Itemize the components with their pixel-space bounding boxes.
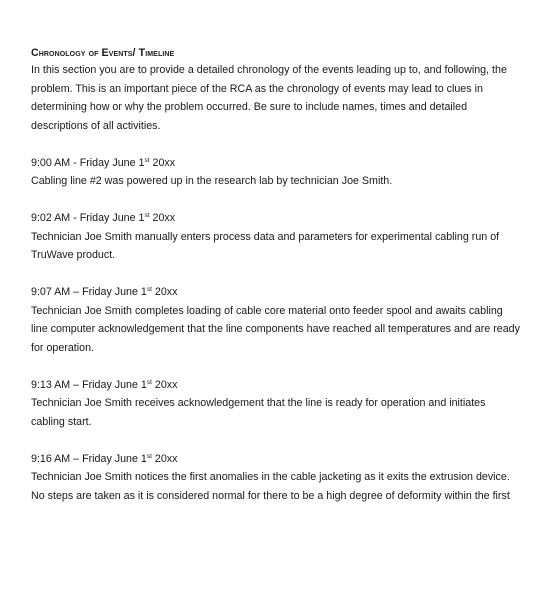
- entry-description: Technician Joe Smith notices the first anomalies in the cable jacketing as it exits the extrusion device. No steps are taken as it is considered normal for there to be a high degree of deformity within the first: [31, 471, 510, 502]
- entry-timestamp: 9:13 AM – Friday June 1st 20xx: [31, 378, 178, 391]
- timeline-entry: [31, 450, 521, 506]
- timeline-entry: [31, 283, 521, 357]
- timeline-entry: [31, 376, 521, 432]
- entry-description: Technician Joe Smith receives acknowledgement that the line is ready for operation and initiates cabling start.: [31, 397, 486, 428]
- timeline-entry: [31, 209, 521, 265]
- entry-description: Cabling line #2 was powered up in the research lab by technician Joe Smith.: [31, 175, 393, 187]
- entry-timestamp: 9:07 AM – Friday June 1st 20xx: [31, 286, 178, 298]
- entry-timestamp: 9:16 AM – Friday June 1st 20xx: [31, 452, 178, 465]
- section-heading: Chronology of Events/ Timeline: [31, 47, 175, 59]
- section-intro: In this section you are to provide a detailed chronology of the events leading up to, and following, the problem. This is an important piece of the RCA as the chronology of events may lead to clues in determining how or why the problem occurred. Be sure to include names, times and detailed descriptions of all activities.: [31, 64, 507, 132]
- timeline-entry: [31, 154, 521, 191]
- document-page: [31, 46, 521, 505]
- entry-timestamp: 9:00 AM - Friday June 1st 20xx: [31, 156, 176, 169]
- entry-description: Technician Joe Smith manually enters process data and parameters for experimental cabling run of TruWave product.: [31, 230, 500, 261]
- entry-description: Technician Joe Smith completes loading of cable core material onto feeder spool and awaits cabling line computer acknowledgement that the line components have reached all temperatures and are ready for operation.: [31, 304, 520, 354]
- entry-timestamp: 9:02 AM - Friday June 1st 20xx: [31, 212, 176, 224]
